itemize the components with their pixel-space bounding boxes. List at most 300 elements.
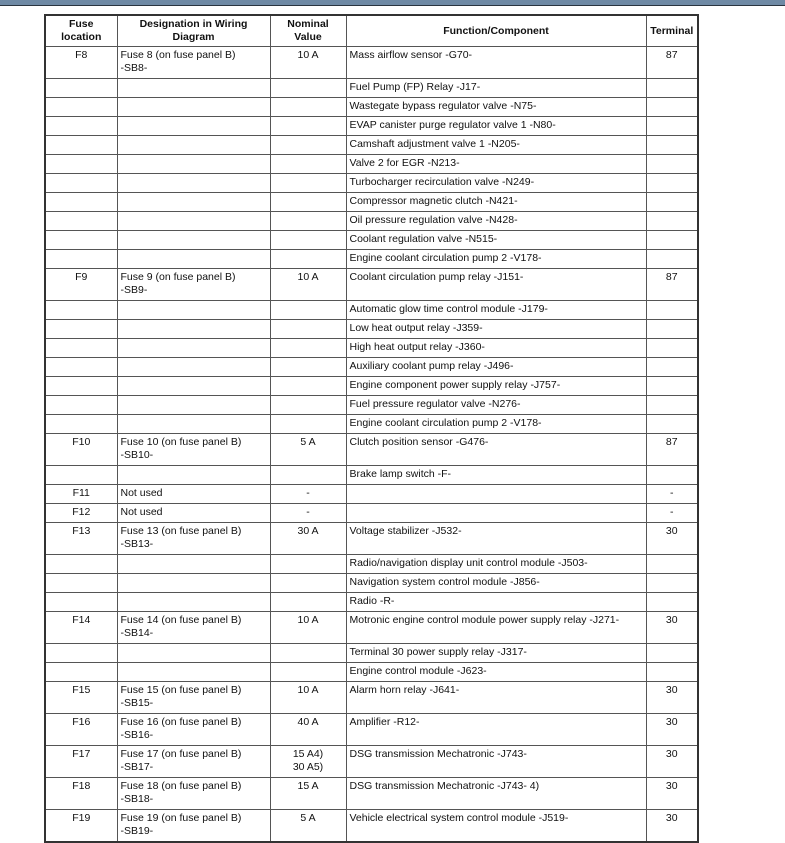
nominal-value-cell-text: 30 A5) xyxy=(292,761,324,773)
nominal-value-cell xyxy=(270,301,346,320)
table-body xyxy=(45,47,698,843)
designation-cell-text: -SB8- xyxy=(120,62,148,74)
function-component-cell xyxy=(346,485,646,504)
function-component-cell xyxy=(346,466,646,485)
designation-cell xyxy=(117,174,270,193)
function-component-cell xyxy=(346,79,646,98)
terminal-cell xyxy=(646,778,698,810)
nominal-value-cell xyxy=(270,523,346,555)
terminal-cell-text: - xyxy=(670,506,674,518)
terminal-cell xyxy=(646,644,698,663)
fuse-location-cell xyxy=(45,98,117,117)
table-row xyxy=(45,574,698,593)
designation-cell-text: Not used xyxy=(120,506,163,518)
table-header-row xyxy=(45,15,698,47)
fuse-location-cell-text: F19 xyxy=(72,812,91,824)
designation-cell xyxy=(117,193,270,212)
fuse-location-cell xyxy=(45,485,117,504)
terminal-cell xyxy=(646,250,698,269)
function-component-cell-text: Oil pressure regulation valve -N428- xyxy=(349,214,518,226)
function-component-cell-text: Camshaft adjustment valve 1 -N205- xyxy=(349,138,520,150)
function-component-cell-text: Engine coolant circulation pump 2 -V178- xyxy=(349,417,542,429)
fuse-location-cell xyxy=(45,810,117,843)
fuse-location-cell xyxy=(45,574,117,593)
designation-cell xyxy=(117,663,270,682)
terminal-cell-text: 30 xyxy=(665,684,678,696)
fuse-location-cell xyxy=(45,117,117,136)
fuse-location-cell xyxy=(45,523,117,555)
fuse-location-cell xyxy=(45,644,117,663)
fuse-location-cell xyxy=(45,136,117,155)
designation-cell-text: Fuse 8 (on fuse panel B) xyxy=(120,49,236,61)
nominal-value-cell xyxy=(270,778,346,810)
function-component-cell xyxy=(346,136,646,155)
terminal-cell xyxy=(646,485,698,504)
function-component-cell xyxy=(346,396,646,415)
designation-cell xyxy=(117,415,270,434)
table-row xyxy=(45,269,698,301)
terminal-cell-text: 30 xyxy=(665,748,678,760)
designation-cell xyxy=(117,714,270,746)
function-component-cell-text: Mass airflow sensor -G70- xyxy=(349,49,473,61)
function-component-cell xyxy=(346,778,646,810)
nominal-value-cell-text: 15 A xyxy=(297,780,319,792)
designation-cell xyxy=(117,98,270,117)
terminal-cell xyxy=(646,136,698,155)
designation-cell xyxy=(117,810,270,843)
function-component-cell xyxy=(346,339,646,358)
function-component-cell xyxy=(346,320,646,339)
function-component-cell xyxy=(346,574,646,593)
function-component-cell-text: Auxiliary coolant pump relay -J496- xyxy=(349,360,514,372)
terminal-cell xyxy=(646,714,698,746)
terminal-cell xyxy=(646,212,698,231)
function-component-cell-text: Automatic glow time control module -J179- xyxy=(349,303,548,315)
terminal-cell-text: 87 xyxy=(665,271,678,283)
fuse-location-cell xyxy=(45,434,117,466)
designation-cell-text: Fuse 19 (on fuse panel B) xyxy=(120,812,242,824)
table-row xyxy=(45,339,698,358)
fuse-table xyxy=(44,14,699,843)
fuse-location-cell xyxy=(45,250,117,269)
terminal-cell xyxy=(646,504,698,523)
table-row xyxy=(45,504,698,523)
table-row xyxy=(45,663,698,682)
fuse-location-cell-text: F13 xyxy=(72,525,91,537)
fuse-location-cell-text: F18 xyxy=(72,780,91,792)
designation-cell-text: -SB19- xyxy=(120,825,154,837)
fuse-location-cell xyxy=(45,79,117,98)
designation-cell xyxy=(117,504,270,523)
function-component-cell-text: Vehicle electrical system control module -J519- xyxy=(349,812,569,824)
nominal-value-cell-text: 40 A xyxy=(297,716,319,728)
designation-cell-text: Fuse 10 (on fuse panel B) xyxy=(120,436,242,448)
function-component-cell xyxy=(346,231,646,250)
terminal-cell-text: 87 xyxy=(665,49,678,61)
function-component-cell-text: Engine component power supply relay -J757- xyxy=(349,379,561,391)
function-component-cell xyxy=(346,377,646,396)
terminal-cell xyxy=(646,396,698,415)
nominal-value-cell xyxy=(270,155,346,174)
terminal-cell xyxy=(646,155,698,174)
designation-cell-text: -SB10- xyxy=(120,449,154,461)
nominal-value-cell xyxy=(270,714,346,746)
fuse-location-cell-text: F9 xyxy=(75,271,88,283)
fuse-location-cell xyxy=(45,682,117,714)
fuse-location-cell xyxy=(45,320,117,339)
terminal-cell-text: 30 xyxy=(665,525,678,537)
designation-cell xyxy=(117,434,270,466)
terminal-cell-text: 30 xyxy=(665,780,678,792)
table-row xyxy=(45,117,698,136)
fuse-location-cell xyxy=(45,612,117,644)
designation-cell xyxy=(117,117,270,136)
fuse-location-cell-text: F10 xyxy=(72,436,91,448)
terminal-cell xyxy=(646,555,698,574)
function-component-cell xyxy=(346,47,646,79)
table-row xyxy=(45,466,698,485)
fuse-location-cell-text: F16 xyxy=(72,716,91,728)
function-component-cell xyxy=(346,810,646,843)
terminal-cell-text: 30 xyxy=(665,812,678,824)
terminal-cell xyxy=(646,339,698,358)
table-row xyxy=(45,415,698,434)
fuse-location-cell-text: F12 xyxy=(72,506,91,518)
function-component-cell xyxy=(346,593,646,612)
nominal-value-cell xyxy=(270,682,346,714)
designation-cell xyxy=(117,79,270,98)
fuse-location-cell xyxy=(45,466,117,485)
terminal-cell xyxy=(646,377,698,396)
header-designation: Designation in Wiring Diagram xyxy=(117,15,270,47)
terminal-cell xyxy=(646,174,698,193)
fuse-location-cell xyxy=(45,555,117,574)
nominal-value-cell xyxy=(270,174,346,193)
nominal-value-cell xyxy=(270,320,346,339)
designation-cell xyxy=(117,396,270,415)
fuse-location-cell xyxy=(45,212,117,231)
nominal-value-cell xyxy=(270,377,346,396)
terminal-cell-text: - xyxy=(670,487,674,499)
terminal-cell xyxy=(646,231,698,250)
function-component-cell xyxy=(346,682,646,714)
nominal-value-cell xyxy=(270,98,346,117)
designation-cell-text: Fuse 17 (on fuse panel B) xyxy=(120,748,242,760)
nominal-value-cell-text: 10 A xyxy=(297,684,319,696)
table-row xyxy=(45,212,698,231)
header-nominal-value: Nominal Value xyxy=(270,15,346,47)
function-component-cell-text: Fuel pressure regulator valve -N276- xyxy=(349,398,521,410)
terminal-cell xyxy=(646,523,698,555)
terminal-cell xyxy=(646,593,698,612)
fuse-location-cell xyxy=(45,714,117,746)
function-component-cell xyxy=(346,434,646,466)
terminal-cell xyxy=(646,358,698,377)
designation-cell xyxy=(117,212,270,231)
header-terminal: Terminal xyxy=(646,15,698,47)
designation-cell xyxy=(117,778,270,810)
function-component-cell-text: Navigation system control module -J856- xyxy=(349,576,540,588)
table-row xyxy=(45,644,698,663)
designation-cell xyxy=(117,612,270,644)
designation-cell xyxy=(117,682,270,714)
function-component-cell-text: Engine control module -J623- xyxy=(349,665,487,677)
fuse-location-cell xyxy=(45,396,117,415)
function-component-cell-text: Amplifier -R12- xyxy=(349,716,420,728)
designation-cell xyxy=(117,155,270,174)
nominal-value-cell xyxy=(270,212,346,231)
terminal-cell xyxy=(646,574,698,593)
terminal-cell-text: 30 xyxy=(665,614,678,626)
table-row xyxy=(45,358,698,377)
nominal-value-cell-text: - xyxy=(306,487,310,499)
function-component-cell-text: Coolant regulation valve -N515- xyxy=(349,233,498,245)
nominal-value-cell xyxy=(270,485,346,504)
nominal-value-cell xyxy=(270,574,346,593)
window-top-bar xyxy=(0,0,785,6)
terminal-cell xyxy=(646,746,698,778)
fuse-location-cell xyxy=(45,301,117,320)
nominal-value-cell xyxy=(270,79,346,98)
nominal-value-cell xyxy=(270,644,346,663)
function-component-cell xyxy=(346,98,646,117)
header-fuse-location: Fuse location xyxy=(45,15,117,47)
function-component-cell-text: Coolant circulation pump relay -J151- xyxy=(349,271,524,283)
fuse-location-cell xyxy=(45,193,117,212)
terminal-cell xyxy=(646,117,698,136)
nominal-value-cell xyxy=(270,231,346,250)
function-component-cell-text: Radio/navigation display unit control module -J503- xyxy=(349,557,588,569)
table-row xyxy=(45,714,698,746)
fuse-location-cell xyxy=(45,746,117,778)
nominal-value-cell-text: 30 A xyxy=(297,525,319,537)
terminal-cell xyxy=(646,320,698,339)
function-component-cell xyxy=(346,301,646,320)
nominal-value-cell-text: 10 A xyxy=(297,271,319,283)
function-component-cell xyxy=(346,155,646,174)
fuse-location-cell-text: F14 xyxy=(72,614,91,626)
fuse-location-cell xyxy=(45,47,117,79)
designation-cell xyxy=(117,269,270,301)
nominal-value-cell xyxy=(270,612,346,644)
function-component-cell-text: DSG transmission Mechatronic -J743- 4) xyxy=(349,780,540,792)
designation-cell xyxy=(117,485,270,504)
designation-cell-text: -SB9- xyxy=(120,284,148,296)
fuse-location-cell xyxy=(45,231,117,250)
table-row xyxy=(45,377,698,396)
function-component-cell xyxy=(346,714,646,746)
designation-cell xyxy=(117,574,270,593)
terminal-cell xyxy=(646,466,698,485)
table-row xyxy=(45,682,698,714)
terminal-cell xyxy=(646,663,698,682)
nominal-value-cell xyxy=(270,47,346,79)
function-component-cell xyxy=(346,746,646,778)
function-component-cell xyxy=(346,212,646,231)
nominal-value-cell-text: 5 A xyxy=(300,812,316,824)
nominal-value-cell xyxy=(270,663,346,682)
designation-cell xyxy=(117,47,270,79)
designation-cell-text: Fuse 16 (on fuse panel B) xyxy=(120,716,242,728)
designation-cell xyxy=(117,555,270,574)
function-component-cell-text: Valve 2 for EGR -N213- xyxy=(349,157,460,169)
designation-cell-text: Not used xyxy=(120,487,163,499)
designation-cell xyxy=(117,136,270,155)
nominal-value-cell-text: 10 A xyxy=(297,614,319,626)
terminal-cell xyxy=(646,79,698,98)
nominal-value-cell xyxy=(270,117,346,136)
fuse-location-cell xyxy=(45,269,117,301)
designation-cell-text: Fuse 13 (on fuse panel B) xyxy=(120,525,242,537)
terminal-cell xyxy=(646,269,698,301)
nominal-value-cell-text: 15 A4) xyxy=(292,748,324,760)
table-row xyxy=(45,746,698,778)
designation-cell xyxy=(117,358,270,377)
table-row xyxy=(45,485,698,504)
nominal-value-cell xyxy=(270,810,346,843)
table-row xyxy=(45,47,698,79)
header-function-component: Function/Component xyxy=(346,15,646,47)
function-component-cell xyxy=(346,269,646,301)
function-component-cell xyxy=(346,117,646,136)
fuse-location-cell xyxy=(45,339,117,358)
nominal-value-cell xyxy=(270,504,346,523)
table-row xyxy=(45,555,698,574)
function-component-cell xyxy=(346,644,646,663)
fuse-location-cell xyxy=(45,174,117,193)
fuse-location-cell-text: F8 xyxy=(75,49,88,61)
designation-cell xyxy=(117,377,270,396)
table-row xyxy=(45,810,698,843)
table-row xyxy=(45,320,698,339)
terminal-cell xyxy=(646,434,698,466)
terminal-cell-text: 30 xyxy=(665,716,678,728)
nominal-value-cell-text: 5 A xyxy=(300,436,316,448)
function-component-cell-text: Engine coolant circulation pump 2 -V178- xyxy=(349,252,542,264)
designation-cell-text: -SB18- xyxy=(120,793,154,805)
function-component-cell xyxy=(346,358,646,377)
function-component-cell-text: Compressor magnetic clutch -N421- xyxy=(349,195,518,207)
terminal-cell xyxy=(646,98,698,117)
nominal-value-cell xyxy=(270,269,346,301)
table-row xyxy=(45,434,698,466)
terminal-cell xyxy=(646,47,698,79)
table-row xyxy=(45,136,698,155)
table-row xyxy=(45,301,698,320)
fuse-location-cell xyxy=(45,663,117,682)
designation-cell xyxy=(117,593,270,612)
function-component-cell-text: Turbocharger recirculation valve -N249- xyxy=(349,176,535,188)
fuse-location-cell xyxy=(45,415,117,434)
nominal-value-cell xyxy=(270,746,346,778)
function-component-cell xyxy=(346,504,646,523)
nominal-value-cell xyxy=(270,396,346,415)
designation-cell-text: -SB13- xyxy=(120,538,154,550)
table-row xyxy=(45,396,698,415)
designation-cell-text: -SB14- xyxy=(120,627,154,639)
designation-cell-text: -SB17- xyxy=(120,761,154,773)
designation-cell xyxy=(117,301,270,320)
nominal-value-cell xyxy=(270,193,346,212)
nominal-value-cell xyxy=(270,555,346,574)
table-row xyxy=(45,174,698,193)
designation-cell xyxy=(117,746,270,778)
designation-cell-text: -SB16- xyxy=(120,729,154,741)
function-component-cell xyxy=(346,193,646,212)
fuse-location-cell xyxy=(45,593,117,612)
fuse-location-cell xyxy=(45,155,117,174)
function-component-cell-text: Radio -R- xyxy=(349,595,395,607)
terminal-cell xyxy=(646,612,698,644)
terminal-cell xyxy=(646,415,698,434)
nominal-value-cell xyxy=(270,593,346,612)
function-component-cell-text: Fuel Pump (FP) Relay -J17- xyxy=(349,81,481,93)
nominal-value-cell xyxy=(270,136,346,155)
designation-cell-text: Fuse 18 (on fuse panel B) xyxy=(120,780,242,792)
function-component-cell-text: Brake lamp switch -F- xyxy=(349,468,452,480)
nominal-value-cell-text: 10 A xyxy=(297,49,319,61)
terminal-cell xyxy=(646,682,698,714)
function-component-cell xyxy=(346,415,646,434)
function-component-cell-text: Clutch position sensor -G476- xyxy=(349,436,489,448)
fuse-location-cell xyxy=(45,504,117,523)
function-component-cell-text: Voltage stabilizer -J532- xyxy=(349,525,462,537)
function-component-cell-text: Motronic engine control module power supply relay -J271- xyxy=(349,614,620,626)
terminal-cell xyxy=(646,810,698,843)
designation-cell-text: Fuse 9 (on fuse panel B) xyxy=(120,271,236,283)
fuse-location-cell xyxy=(45,358,117,377)
nominal-value-cell xyxy=(270,415,346,434)
function-component-cell-text: Terminal 30 power supply relay -J317- xyxy=(349,646,527,658)
table-row xyxy=(45,612,698,644)
nominal-value-cell-text: - xyxy=(306,506,310,518)
table-row xyxy=(45,193,698,212)
function-component-cell-text: Wastegate bypass regulator valve -N75- xyxy=(349,100,537,112)
table-row xyxy=(45,523,698,555)
function-component-cell xyxy=(346,174,646,193)
designation-cell xyxy=(117,339,270,358)
function-component-cell-text: Alarm horn relay -J641- xyxy=(349,684,460,696)
nominal-value-cell xyxy=(270,434,346,466)
function-component-cell xyxy=(346,612,646,644)
nominal-value-cell xyxy=(270,250,346,269)
fuse-location-cell xyxy=(45,377,117,396)
fuse-location-cell-text: F15 xyxy=(72,684,91,696)
function-component-cell-text: High heat output relay -J360- xyxy=(349,341,485,353)
table-row xyxy=(45,778,698,810)
fuse-location-cell xyxy=(45,778,117,810)
nominal-value-cell xyxy=(270,466,346,485)
designation-cell xyxy=(117,523,270,555)
table-row xyxy=(45,98,698,117)
function-component-cell xyxy=(346,523,646,555)
terminal-cell xyxy=(646,301,698,320)
fuse-location-cell-text: F11 xyxy=(72,487,90,499)
table-row xyxy=(45,79,698,98)
designation-cell-text: Fuse 14 (on fuse panel B) xyxy=(120,614,242,626)
terminal-cell-text: 87 xyxy=(665,436,678,448)
function-component-cell xyxy=(346,250,646,269)
table-row xyxy=(45,593,698,612)
table-row xyxy=(45,250,698,269)
designation-cell xyxy=(117,250,270,269)
designation-cell xyxy=(117,644,270,663)
function-component-cell-text: Low heat output relay -J359- xyxy=(349,322,483,334)
fuse-location-cell-text: F17 xyxy=(72,748,91,760)
terminal-cell xyxy=(646,193,698,212)
designation-cell-text: -SB15- xyxy=(120,697,154,709)
table-row xyxy=(45,231,698,250)
